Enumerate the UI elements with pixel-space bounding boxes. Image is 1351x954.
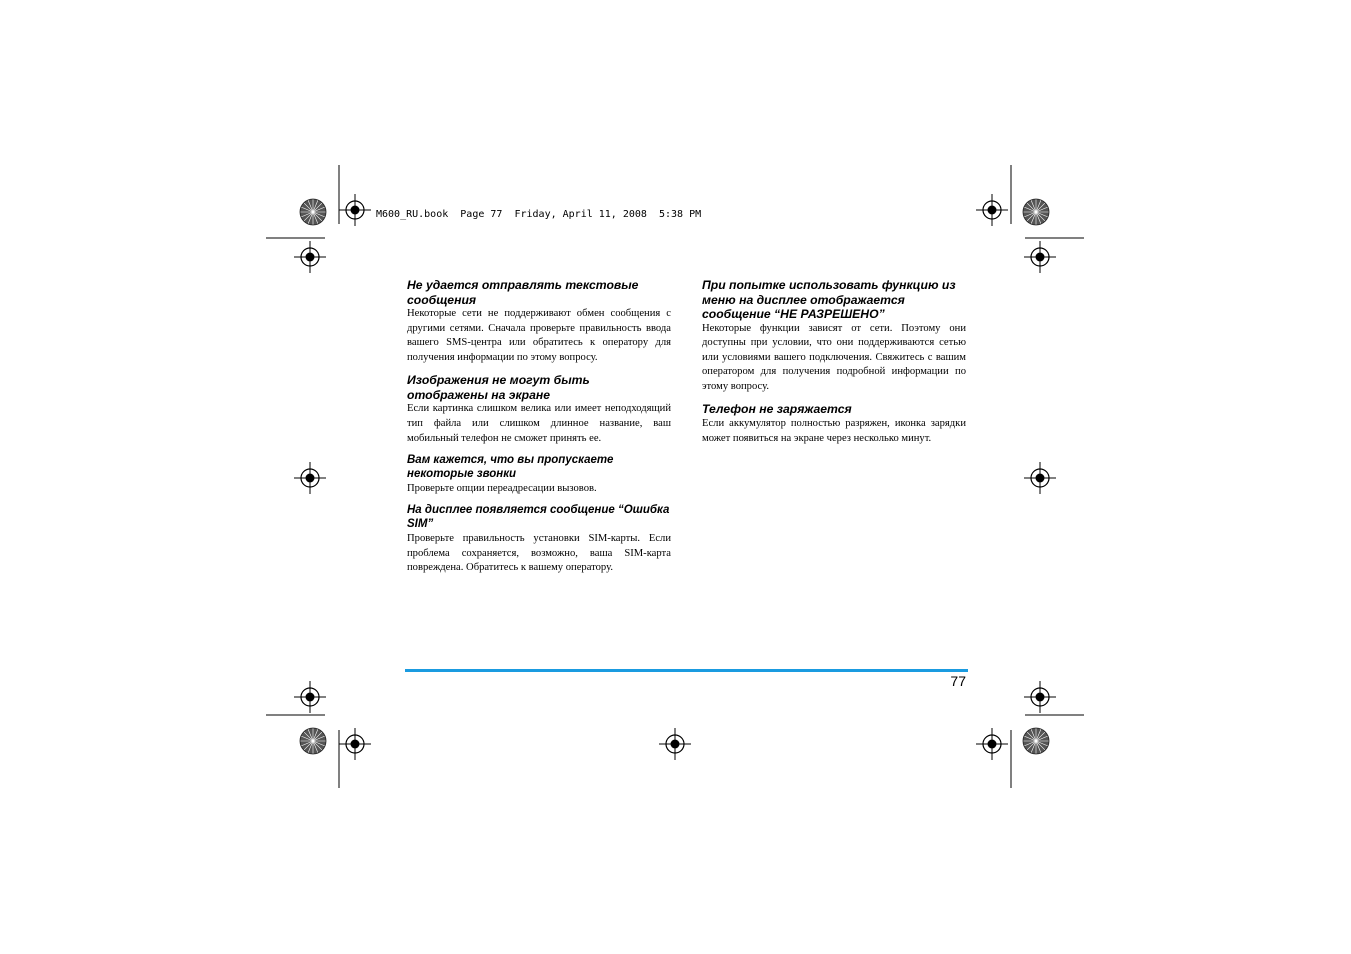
registration-mark bbox=[339, 728, 371, 760]
faq-section bbox=[702, 278, 966, 394]
section-title: На дисплее появляется сообщение “Ошибка SIM” bbox=[407, 504, 670, 531]
registration-mark bbox=[294, 462, 326, 494]
right-column bbox=[702, 278, 966, 454]
registration-mark bbox=[294, 241, 326, 273]
print-slug: M600_RU.book Page 77 Friday, April 11, 2008 5:38 PM bbox=[376, 209, 702, 220]
footer-rule bbox=[405, 669, 968, 672]
section-title: Не удается отправлять текстовые сообщения bbox=[407, 278, 639, 307]
registration-mark bbox=[659, 728, 691, 760]
faq-section bbox=[702, 402, 966, 446]
color-burst-mark bbox=[1023, 199, 1049, 225]
section-body: Если аккумулятор полностью разряжен, иконка зарядки может появиться на экране через несколько минут. bbox=[702, 417, 966, 444]
faq-section bbox=[407, 504, 671, 575]
registration-mark bbox=[339, 194, 371, 226]
section-title: Изображения не могут быть отображены на экране bbox=[407, 373, 590, 402]
section-title: Вам кажется, что вы пропускаете некоторые звонки bbox=[407, 454, 614, 480]
left-column bbox=[407, 278, 671, 584]
registration-mark bbox=[1024, 681, 1056, 713]
color-burst-mark bbox=[300, 728, 326, 754]
registration-mark bbox=[1024, 462, 1056, 494]
section-body: Некоторые сети не поддерживают обмен сообщения с другими сетями. Сначала проверьте правильность ввода вашего SMS-центра или обратитесь к оператору для получения информации по этому вопросу. bbox=[407, 308, 671, 363]
faq-section bbox=[407, 278, 671, 365]
registration-mark bbox=[1024, 241, 1056, 273]
section-body: Проверьте опции переадресации вызовов. bbox=[407, 482, 597, 494]
section-title: Телефон не заряжается bbox=[702, 402, 852, 417]
registration-mark bbox=[976, 728, 1008, 760]
faq-section bbox=[407, 454, 671, 496]
section-title: При попытке использовать функцию из меню на дисплее отображается сообщение “НЕ РАЗРЕШЕНО” bbox=[702, 278, 956, 321]
section-body: Проверьте правильность установки SIM-карты. Если проблема сохраняется, возможно, ваша SIM-карта повреждена. Обратитесь к вашему оператору. bbox=[407, 532, 671, 574]
registration-mark bbox=[976, 194, 1008, 226]
page-number: 77 bbox=[950, 673, 966, 689]
section-body: Некоторые функции зависят от сети. Поэтому они доступны при условии, что они поддерживаются сетью или условиями вашего подключения. Свяжитесь с вашим оператором для получения подробной информации по этому вопросу. bbox=[702, 322, 966, 392]
registration-mark bbox=[294, 681, 326, 713]
color-burst-mark bbox=[300, 199, 326, 225]
faq-section bbox=[407, 373, 671, 446]
color-burst-mark bbox=[1023, 728, 1049, 754]
section-body: Если картинка слишком велика или имеет неподходящий тип файла или слишком длинное название, ваш мобильный телефон не сможет принять ее. bbox=[407, 403, 671, 444]
